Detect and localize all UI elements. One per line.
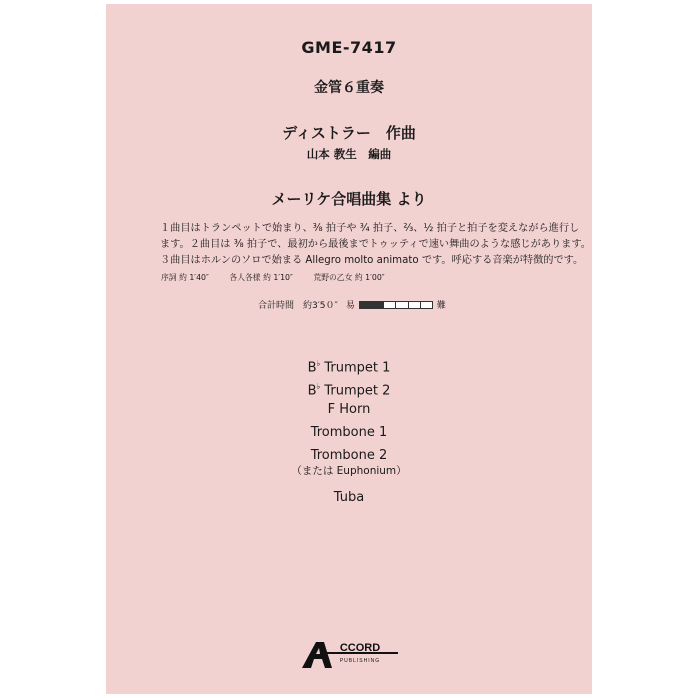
part-trombone-2: Trombone 2 xyxy=(310,448,388,463)
difficulty-segment xyxy=(421,302,432,308)
description xyxy=(160,221,591,269)
difficulty-hard-label: 難 xyxy=(436,301,446,311)
logo-text: CCORD xyxy=(339,642,381,654)
difficulty-segment xyxy=(384,302,396,308)
part-tuba: Tuba xyxy=(333,490,365,505)
score-cover xyxy=(106,4,592,694)
difficulty-easy-label: 易 xyxy=(345,301,355,311)
total-duration: 合計時間 約3′5０″ xyxy=(258,301,338,311)
description-line: ます。２曲目は ⅜ 拍子で、最初から最後までトゥッティで速い舞曲のような感じがあります。 xyxy=(160,239,591,250)
movement-item: 荒野の乙女 約 1′00″ xyxy=(313,273,385,282)
difficulty-segment xyxy=(372,302,384,308)
duration-difficulty-row xyxy=(258,298,446,311)
ensemble-type: 金管６重奏 xyxy=(314,80,384,96)
part-trumpet-2: B♭ Trumpet 2 xyxy=(307,382,391,399)
part-horn: F Horn xyxy=(327,402,371,417)
part-trombone-1: Trombone 1 xyxy=(310,425,388,440)
logo-a-shape xyxy=(302,642,332,668)
composer-credit: ディストラー 作曲 xyxy=(282,124,416,142)
flat-symbol: ♭ xyxy=(316,359,321,368)
difficulty-segment xyxy=(360,302,372,308)
instrument-parts xyxy=(106,352,592,509)
piece-title: メーリケ合唱曲集 より xyxy=(271,190,427,208)
flat-symbol: ♭ xyxy=(316,382,321,391)
logo-subtext: PUBLISHING xyxy=(339,658,381,664)
description-line: ３曲目はホルンのソロで始まる Allegro molto animato です。呼応する音楽が特徴的です。 xyxy=(160,255,584,266)
description-line: １曲目はトランペットで始まり、⅜ 拍子や ¾ 拍子、⅔、½ 拍子と拍子を変えながら進行し xyxy=(160,223,580,234)
movement-item: 各人各様 約 1′10″ xyxy=(229,273,293,282)
movement-list xyxy=(161,272,403,283)
arranger-credit: 山本 教生 編曲 xyxy=(306,147,392,161)
difficulty-meter xyxy=(359,301,433,309)
movement-item: 序詞 約 1′40″ xyxy=(161,273,209,282)
accord-publisher-logo xyxy=(302,640,402,670)
difficulty-segment xyxy=(409,302,421,308)
catalog-code: GME-7417 xyxy=(301,38,397,57)
part-trumpet-1: B♭ Trumpet 1 xyxy=(307,359,391,376)
part-trombone-2-alternative: （または Euphonium） xyxy=(291,465,407,477)
difficulty-segment xyxy=(396,302,408,308)
